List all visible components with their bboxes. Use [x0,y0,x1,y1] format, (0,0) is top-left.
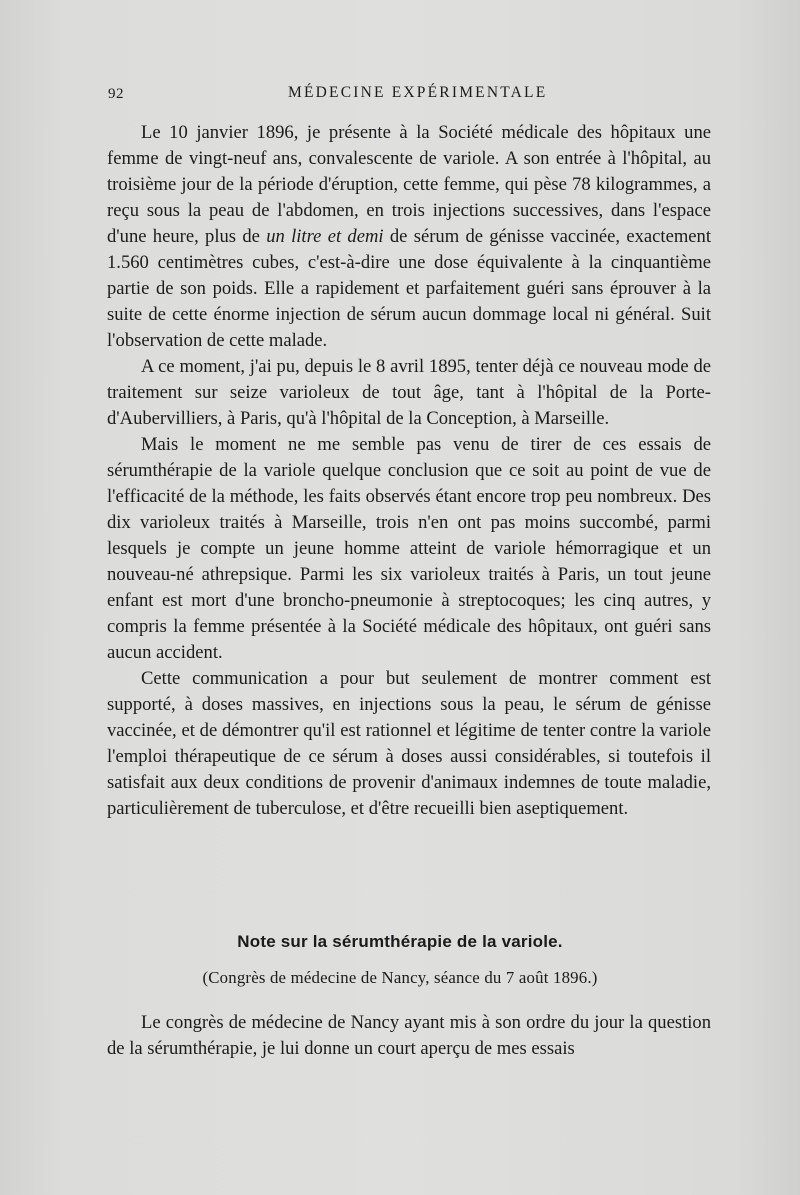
section-subtitle: (Congrès de médecine de Nancy, séance du 7 août 1896.) [202,968,598,987]
closing-paragraph: Le congrès de médecine de Nancy ayant mis à son ordre du jour la question de la sérumthérapie, je lui donne un court aperçu de mes essais [107,1012,711,1059]
paragraph-1-emphasis: un litre et demi [266,226,384,247]
section-title: Note sur la sérumthérapie de la variole. [237,932,563,951]
paragraph-1-after: de sérum de génisse vaccinée, exactement 1.560 centimètres cubes, c'est-à-dire une dose équivalente à la cinquantième partie de son poids. Elle a rapidement et parfaitement guéri sans éprouver à la suite de cette énorme injection de sérum aucun dommage local ni général. Suit l'observation de cette malade. [107,226,712,351]
paragraph-1 [107,120,711,354]
closing-text [107,1010,711,1062]
running-title: MÉDECINE EXPÉRIMENTALE [288,84,548,101]
paragraph-2: A ce moment, j'ai pu, depuis le 8 avril 1895, tenter déjà ce nouveau mode de traitement sur seize varioleux de tout âge, tant à l'hôpital de la Porte-d'Aubervilliers, à Paris, qu'à l'hôpital de la Conception, à Marseille. [107,356,711,429]
page-number: 92 [108,86,124,102]
page-header [108,86,720,110]
body-text [107,120,711,822]
paragraph-1-before: Le 10 janvier 1896, je présente à la Société médicale des hôpitaux une femme de vingt-neuf ans, convalescente de variole. A son entrée à l'hôpital, au troisième jour de la période d'éruption, cette femme, qui pèse 78 kilogrammes, a reçu sous la peau de l'abdomen, en trois injections successives, dans l'espace d'une heure, plus de [107,122,711,247]
paragraph-4: Cette communication a pour but seulement de montrer comment est supporté, à doses massives, en injections sous la peau, le sérum de génisse vaccinée, et de démontrer qu'il est rationnel et légitime de tenter contre la variole l'emploi thérapeutique de ce sérum à doses aussi considérables, si toutefois il satisfait aux deux conditions de provenir d'animaux indemnes de toute maladie, particulièrement de tuberculose, et d'être recueilli bien aseptiquement. [107,668,711,819]
paragraph-3: Mais le moment ne me semble pas venu de tirer de ces essais de sérumthérapie de la variole quelque conclusion que ce soit au point de vue de l'efficacité de la méthode, les faits observés étant encore trop peu nombreux. Des dix varioleux traités à Marseille, trois n'en ont pas moins succombé, parmi lesquels je compte un jeune homme atteint de variole hémorragique et un nouveau-né athrepsique. Parmi les six varioleux traités à Paris, un tout jeune enfant est mort d'une broncho-pneumonie à streptocoques; les cinq autres, y compris la femme présentée à la Société médicale des hôpitaux, ont guéri sans aucun accident. [107,434,711,663]
